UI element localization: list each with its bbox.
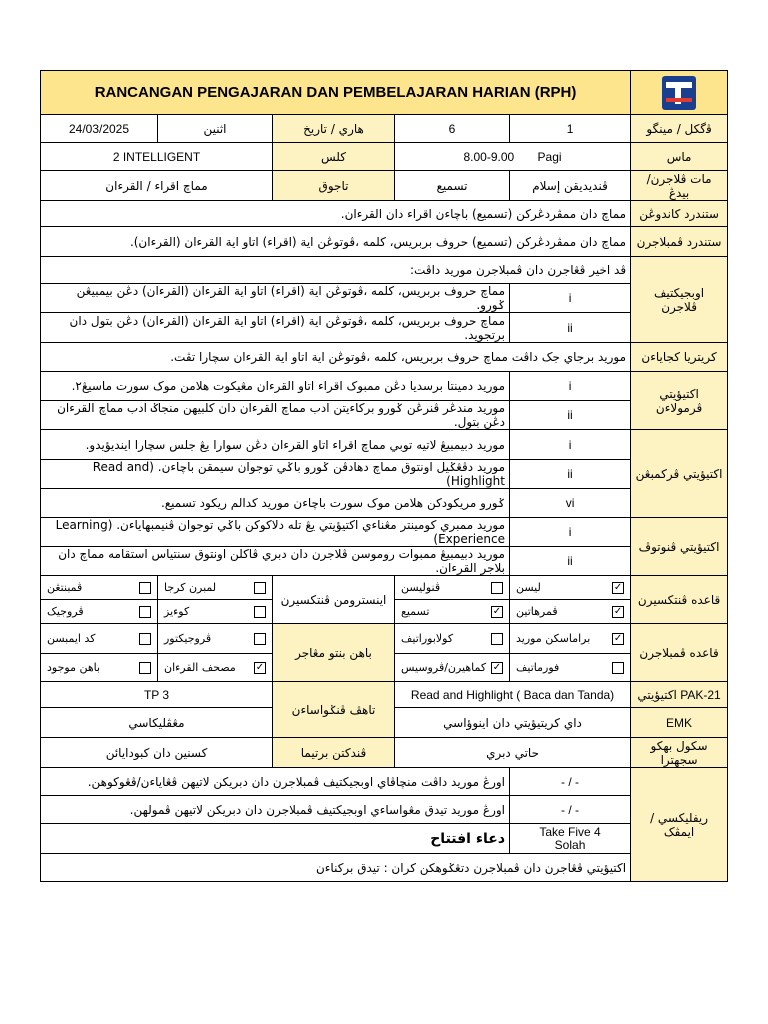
- kaedah2-option: [510, 654, 631, 682]
- penutup-item-text: موريد دبيمبيڠ ممبوات روموسن ڤلاجرن دان دبري ڤاكلن اونتوق سنتياس استقامه مماچ دان بلاجر القرءان.: [41, 547, 510, 576]
- perkembangan-label: اكتيؤيتي ڤركمبڠن: [631, 430, 728, 518]
- checkbox-icon[interactable]: [139, 582, 151, 594]
- option-label: مصحف القرءان: [164, 660, 236, 674]
- kaedah-option: [41, 576, 158, 600]
- kaedah-option: [395, 600, 510, 624]
- objektif-item-no: i: [510, 284, 631, 313]
- standard-kandungan-text: مماچ دان ممڤردڠركن (تسميع) باچاءن اقراء دان القرءان.: [41, 201, 631, 227]
- permulaan-label: اكتيؤيتي ڤرمولاءن: [631, 372, 728, 430]
- objektif-intro: ڤد اخير ڤڠاجرن دان ڤمبلاجرن موريد داڤت:: [41, 257, 631, 284]
- option-label: ڤروجيكتور: [164, 631, 212, 645]
- kaedah-pentaksiran-label: قاعده ڤنتكسيرن: [631, 576, 728, 624]
- refleksi-text-1: اورڠ موريد داڤت منچاڤاي اوبجيكتيف ڤمبلاجرن دان دبريكن لاتيهن ڤڠاياءن/ڤڠوكوهن.: [41, 768, 510, 796]
- option-label: ڤمرهاتين: [516, 604, 558, 618]
- objektif-label: اوبجيكتيف ڤلاجرن: [631, 257, 728, 343]
- page-title: RANCANGAN PENGAJARAN DAN PEMBELAJARAN HARIAN (RPH): [41, 71, 631, 115]
- sekolah-label: سكول بهكو سجهترا: [631, 738, 728, 768]
- permulaan-item-no: ii: [510, 401, 631, 430]
- tarikh-value: 24/03/2025: [41, 115, 158, 143]
- perkembangan-item-no: ii: [510, 460, 631, 489]
- checkbox-icon[interactable]: [139, 633, 151, 645]
- objektif-item-text: مماچ حروف بربريس، كلمه ،ڤوتوڠن اية (اقراء) اتاو اية القرءان (القرءان) دڠن بتول دان برتجويد.: [41, 313, 510, 343]
- option-label: كد ايمبسن: [47, 631, 96, 645]
- kaedah2-option: [158, 654, 273, 682]
- perkembangan-item-no: vi: [510, 489, 631, 518]
- perkembangan-item-no: i: [510, 430, 631, 460]
- kaedah2-option: [395, 654, 510, 682]
- school-logo: [631, 71, 728, 115]
- option-label: تسميع: [401, 604, 430, 618]
- kriteria-label: كريتريا كجاياءن: [631, 343, 728, 372]
- option-label: كماهيرن/ڤروسيس: [401, 660, 487, 674]
- pendekatan-value: كسنين دان كبودايائن: [41, 738, 273, 768]
- refleksi-count-1: - / -: [510, 768, 631, 796]
- option-label: كولابوراتيف: [401, 631, 454, 645]
- refleksi-text-2: اورڠ موريد تيدق مڠواساءي اوبجيكتيف ڤمبلاجرن دان دبريكن لاتيهن ڤمولهن.: [41, 796, 510, 824]
- objektif-item-text: مماچ حروف بربريس، كلمه ،ڤوتوڠن اية (اقراء) اتاو اية القرءان (القرءان) دڠن بيمبيڠن ݢورو.: [41, 284, 510, 313]
- standard-kandungan-label: ستندرد كاندوڠن: [631, 201, 728, 227]
- pak21-label: اكتيؤيتي PAK-21: [631, 682, 728, 708]
- option-label: ڤمبنتڠن: [47, 580, 83, 594]
- sekolah-value: حاتي دبري: [395, 738, 631, 768]
- doa-text: دعاء افتتاح: [41, 824, 510, 854]
- take-five-text: Take Five 4: [539, 824, 601, 839]
- option-label: لمبرن كرجا: [164, 580, 217, 594]
- objektif-item-no: ii: [510, 313, 631, 343]
- masa-time: 8.00-9.00: [463, 149, 515, 164]
- masa-sesi: Pagi: [537, 149, 562, 164]
- hari-value: اﺛﻨﻴﻦ: [158, 115, 273, 143]
- solah-text: Solah: [554, 837, 586, 852]
- checkbox-icon[interactable]: [612, 662, 624, 674]
- kelas-value: 2 INTELLIGENT: [41, 143, 273, 171]
- masa-value: [395, 143, 631, 171]
- refleksi-count-2: - / -: [510, 796, 631, 824]
- checkbox-checked-icon[interactable]: ✓: [613, 632, 623, 644]
- perkembangan-item-text: ݢورو مريكودكن هلامن موک سورت باچاءن موريد كدالم ريكود تسميع.: [41, 489, 510, 518]
- mata-pelajaran-value: ڤنديديقن إسلام: [510, 171, 631, 201]
- standard-pembelajaran-text: مماچ دان ممڤردڠركن (تسميع) حروف بربريس، كلمه ،ڤوتوڠن اية (اقراء) اتاو اية القرءان (القرءان).: [41, 227, 631, 257]
- penutup-item-text: موريد ممبري كومينتر مڠناءي اكتيؤيتي يڠ تله دلاكوكن باݢي توجوان ڤنيمبهاياءن. (Learning Experience): [41, 518, 510, 547]
- permulaan-item-no: i: [510, 372, 631, 401]
- rph-table: [40, 70, 728, 882]
- checkbox-icon[interactable]: [139, 662, 151, 674]
- checkbox-icon[interactable]: [254, 606, 266, 618]
- option-label: ڤروجيک: [47, 604, 84, 618]
- hari-number: 6: [395, 115, 510, 143]
- checkbox-checked-icon[interactable]: ✓: [255, 661, 265, 673]
- kaedah2-option: [41, 654, 158, 682]
- pendekatan-label: ڤندكتن برتيما: [273, 738, 395, 768]
- penutup-label: اكتيؤيتي ڤنوتوڤ: [631, 518, 728, 576]
- option-label: ڤنوليسن: [401, 580, 441, 594]
- checkbox-icon[interactable]: [491, 633, 503, 645]
- bidang-value: تسميع: [395, 171, 510, 201]
- penutup-item-no: i: [510, 518, 631, 547]
- perkembangan-item-text: موريد دڤڠݢيل اونتوق مماچ دهادڤن ݢورو باݢي توجوان سيمقن باچاءن. (Read and Highlight): [41, 460, 510, 489]
- tp-value: TP 3: [41, 682, 273, 708]
- minggu-label: ﭬﮔﻜﻞ / ﻣﻴﻨﮕﻮ: [631, 115, 728, 143]
- emk-value: داي كريتيؤيتي دان اينوؤاسي: [395, 708, 631, 738]
- checkbox-icon[interactable]: [254, 582, 266, 594]
- permulaan-item-text: موريد مندڠر ڤنرڠن ݢورو بركاءيتن ادب مماچ القرءان دان كلبيهن منجاݢ ادب مماچ القرءان دڠن بتول.: [41, 401, 510, 430]
- kaedah2-option: [510, 624, 631, 654]
- option-label: فورماتيف: [516, 660, 560, 674]
- tp-label: تاهڤ ڤنݢواساءن: [273, 682, 395, 738]
- kaedah-option: [510, 600, 631, 624]
- penutup-item-no: ii: [510, 547, 631, 576]
- perkembangan-item-text: موريد دبيمبيڠ لاتيه توبي مماچ اقراء اتاو القرءان دڠن سوارا يڠ جلس سچارا اينديؤيدو.: [41, 430, 510, 460]
- checkbox-checked-icon[interactable]: ✓: [492, 605, 502, 617]
- kaedah-option: [41, 600, 158, 624]
- checkbox-checked-icon[interactable]: ✓: [492, 661, 502, 673]
- kaedah-pembelajaran-label: قاعده ڤمبلاجرن: [631, 624, 728, 682]
- bbm-label: باهن بنتو مڠاجر: [273, 624, 395, 682]
- take-five-cell: [510, 824, 631, 854]
- checkbox-checked-icon[interactable]: ✓: [613, 581, 623, 593]
- refleksi-label: ريفليكسي / ايمڤک: [631, 768, 728, 882]
- mata-pelajaran-label: مات ڤلاجرن/ بيدڠ: [631, 171, 728, 201]
- checkbox-icon[interactable]: [491, 582, 503, 594]
- tajuk-label: تاجوق: [273, 171, 395, 201]
- masa-label: ماس: [631, 143, 728, 171]
- option-label: باهن موجود: [47, 660, 101, 674]
- emk-label: EMK: [631, 708, 728, 738]
- kaedah-option: [510, 576, 631, 600]
- option-label: ليسن: [516, 580, 541, 594]
- kaedah-option: [158, 600, 273, 624]
- instrumen-label: اينسترومن ڤنتكسيرن: [273, 576, 395, 624]
- kriteria-text: موريد برجاي جک داڤت مماچ حروف بربريس، كلمه ،ڤوتوڠن اية اتاو اية القرءان سچارا تڤت.: [41, 343, 631, 372]
- tajuk-value: مماچ اقراء / القرءان: [41, 171, 273, 201]
- kbat-value: مڠڤليكاسي: [41, 708, 273, 738]
- kaedah-option: [395, 576, 510, 600]
- option-label: براماسكن موريد: [516, 631, 591, 645]
- refleksi-last: اكتيؤيتي ڤڠاجرن دان ڤمبلاجرن دتڠݢوهكن كران : تيدق بركناءن: [41, 854, 631, 882]
- kaedah2-option: [158, 624, 273, 654]
- kaedah-option: [158, 576, 273, 600]
- checkbox-icon[interactable]: [139, 606, 151, 618]
- option-label: كوءيز: [164, 604, 190, 618]
- minggu-value: 1: [510, 115, 631, 143]
- hari-label: ﻫﺎري / ﺗﺎريخ: [273, 115, 395, 143]
- checkbox-icon[interactable]: [254, 633, 266, 645]
- standard-pembelajaran-label: ستندرد ڤمبلاجرن: [631, 227, 728, 257]
- checkbox-checked-icon[interactable]: ✓: [613, 605, 623, 617]
- permulaan-item-text: موريد دمينتا برسديا دڠن ممبوک اقراء اتاو القرءان مڠيكوت هلامن موک سورت ماسيڠ٢.: [41, 372, 510, 401]
- kaedah2-option: [41, 624, 158, 654]
- pak21-value: Read and Highlight ( Baca dan Tanda): [395, 682, 631, 708]
- kelas-label: كلس: [273, 143, 395, 171]
- kaedah2-option: [395, 624, 510, 654]
